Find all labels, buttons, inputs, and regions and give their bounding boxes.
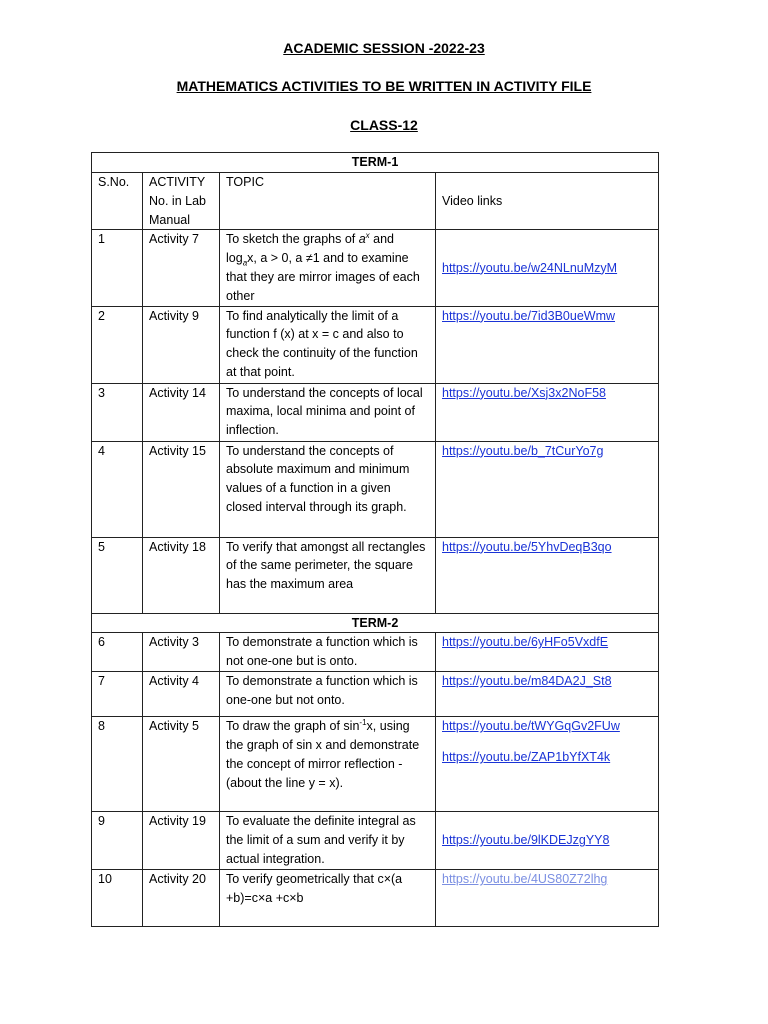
row-link-cell [436,230,659,306]
table-row [92,383,659,441]
row-sno: 4 [92,441,143,537]
term2-label: TERM-2 [92,613,659,633]
row-link-cell [436,537,659,613]
row-sno: 2 [92,306,143,383]
topic-text: log [226,251,243,266]
row-link-cell [436,717,659,812]
table-row [92,633,659,672]
row-sno: 1 [92,230,143,306]
term2-header-row [92,613,659,633]
class-title: CLASS-12 [350,117,418,133]
row-activity: Activity 15 [143,441,220,537]
row-activity: Activity 19 [143,812,220,870]
row-activity: Activity 18 [143,537,220,613]
topic-sup: x [365,231,370,241]
header-video: Video links [436,173,659,230]
row-sno: 10 [92,870,143,927]
row-topic: To demonstrate a function which is one-one but not onto. [220,672,436,717]
topic-text: x, a > 0, a ≠1 and to examine that they are mirror images of each other [226,251,420,303]
table-row [92,812,659,870]
topic-text: To sketch the graphs of [226,232,359,247]
topic-text: x, using the graph of sin x and demonstrate the concept of mirror reflection - (about the line y = x). [226,719,420,790]
header-activity-line3: Manual [149,212,190,227]
table-row [92,537,659,613]
row-activity: Activity 7 [143,230,220,306]
header-activity [143,173,220,230]
row-activity: Activity 4 [143,672,220,717]
table-row [92,306,659,383]
row-topic: To verify geometrically that c×(a +b)=c×a +c×b [220,870,436,927]
row-activity: Activity 3 [143,633,220,672]
row-sno: 7 [92,672,143,717]
row-activity: Activity 9 [143,306,220,383]
table-row [92,230,659,306]
header-activity-line1: ACTIVITY [149,175,206,189]
row-link-cell [436,633,659,672]
row-topic: To demonstrate a function which is not one-one but is onto. [220,633,436,672]
video-link[interactable]: https://youtu.be/9lKDEJzgYY8 [442,833,610,848]
row-activity: Activity 14 [143,383,220,441]
video-link[interactable]: https://youtu.be/4US80Z72lhg [442,872,608,887]
video-link[interactable]: https://youtu.be/b_7tCurYo7g [442,443,604,458]
header-sno: S.No. [92,173,143,230]
row-sno: 6 [92,633,143,672]
row-link-cell [436,812,659,870]
video-link[interactable]: https://youtu.be/w24NLnuMzyM [442,260,618,275]
row-activity: Activity 20 [143,870,220,927]
row-link-cell [436,441,659,537]
row-link-cell [436,870,659,927]
table-row [92,441,659,537]
activities-table [91,152,659,927]
row-sno: 8 [92,717,143,812]
video-link-2[interactable]: https://youtu.be/ZAP1bYfXT4k [442,750,611,765]
table-row [92,672,659,717]
term1-label: TERM-1 [92,153,659,173]
video-link[interactable]: https://youtu.be/Xsj3x2NoF58 [442,385,606,400]
column-header-row [92,173,659,230]
row-topic [220,230,436,306]
topic-text: To draw the graph of sin [226,719,360,734]
table-row [92,717,659,812]
term1-header-row [92,153,659,173]
topic-sup: -1 [359,718,367,728]
topic-var: a [358,232,366,247]
row-sno: 3 [92,383,143,441]
video-link[interactable]: https://youtu.be/7id3B0ueWmw [442,308,616,323]
row-topic: To evaluate the definite integral as the limit of a sum and verify it by actual integration. [220,812,436,870]
topic-text: and [369,232,395,247]
video-link[interactable]: https://youtu.be/tWYGqGv2FUw [442,719,620,734]
row-link-cell [436,306,659,383]
row-sno: 5 [92,537,143,613]
subject-title: MATHEMATICS ACTIVITIES TO BE WRITTEN IN ACTIVITY FILE [176,78,592,94]
row-topic: To find analytically the limit of a function f (x) at x = c and also to check the continuity of the function at that point. [220,306,436,383]
video-link[interactable]: https://youtu.be/m84DA2J_St8 [442,674,612,689]
topic-sub: a [242,258,248,268]
row-link-cell [436,672,659,717]
row-topic: To verify that amongst all rectangles of the same perimeter, the square has the maximum area [220,537,436,613]
row-topic [220,717,436,812]
video-link[interactable]: https://youtu.be/6yHFo5VxdfE [442,635,609,650]
header-topic: TOPIC [220,173,436,230]
table-row [92,870,659,927]
row-activity: Activity 5 [143,717,220,812]
video-link[interactable]: https://youtu.be/5YhvDeqB3qo [442,539,612,554]
row-link-cell [436,383,659,441]
session-title: ACADEMIC SESSION -2022-23 [283,40,485,56]
row-topic: To understand the concepts of local maxima, local minima and point of inflection. [220,383,436,441]
row-topic: To understand the concepts of absolute maximum and minimum values of a function in a given closed interval through its graph. [220,441,436,537]
header-activity-line2: No. in Lab [149,193,206,208]
row-sno: 9 [92,812,143,870]
